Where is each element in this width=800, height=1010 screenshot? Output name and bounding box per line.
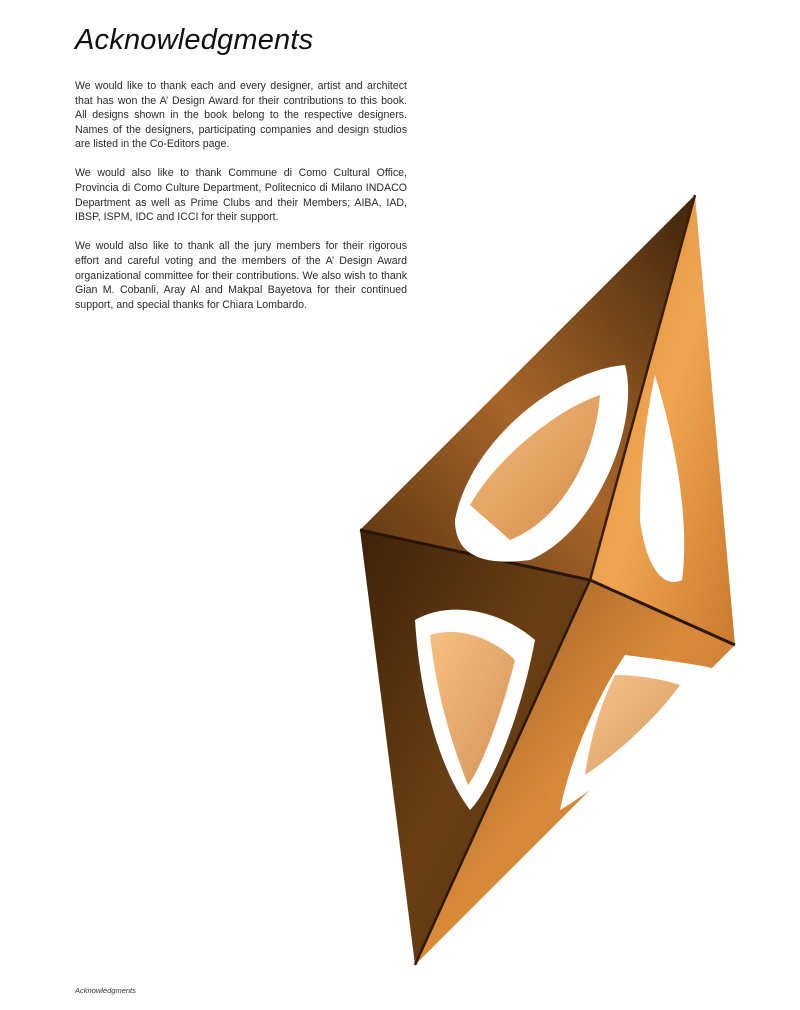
- page-title: Acknowledgments: [75, 24, 314, 56]
- paragraph-jury: We would also like to thank all the jury members for their rigorous effort and careful voting and the members of the A’ Design Award organizational committee for their contributions. We also wish to thank Gian M. Cobanli, Aray Al and Makpal Bayetova for their continued support, and special thanks for Chiara Lombardo.: [75, 240, 407, 311]
- paragraph-designers: We would like to thank each and every designer, artist and architect that has won the A’ Design Award for their contributions to this book. All designs shown in the book belong to the respective designers. Names of the designers, participating companies and design studios are listed in the Co-Editors page.: [75, 80, 407, 151]
- page-footer: Acknowledgments: [75, 986, 136, 995]
- paragraph-institutions: We would also like to thank Commune di Como Cultural Office, Provincia di Como Culture Department, Politecnico di Milano INDACO Department as well as Prime Clubs and their Members; AIBA, IAD, IBSP, ISPM, IDC and ICCI for their support.: [75, 167, 407, 224]
- bronze-tetrahedron-sculpture-icon: [355, 190, 740, 970]
